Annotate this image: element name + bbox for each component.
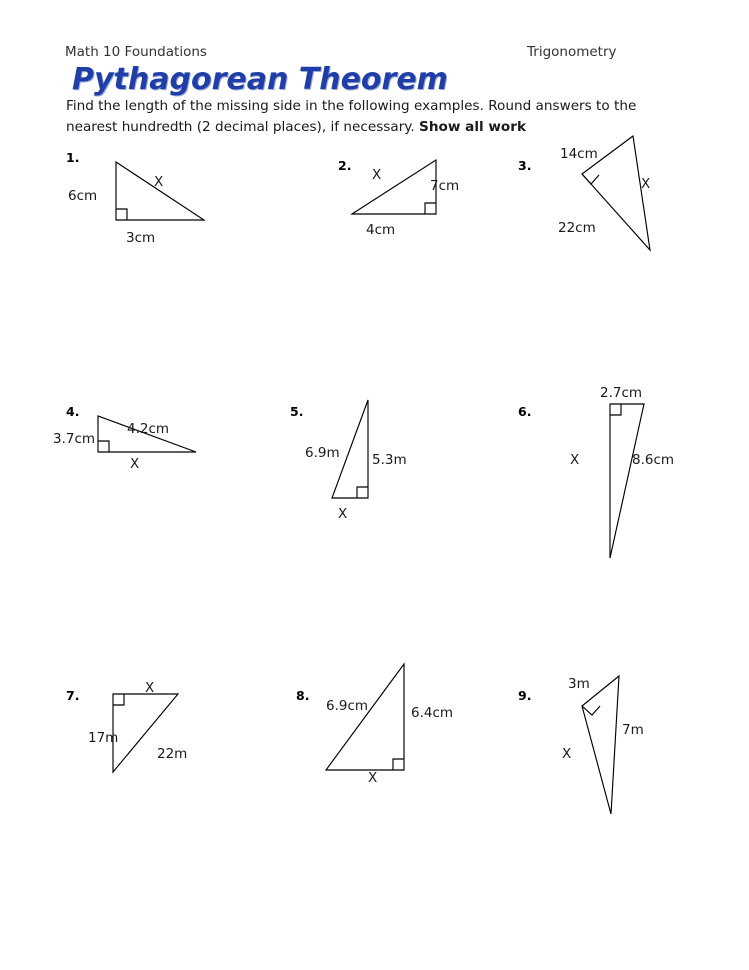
label-6-side-left: X: [570, 452, 580, 468]
problem-number-5: 5.: [290, 404, 304, 419]
label-7-hypotenuse: 22m: [157, 746, 188, 762]
label-9-side-left: X: [562, 746, 572, 762]
label-8-leg-vertical: 6.4cm: [411, 705, 454, 721]
label-6-hypotenuse: 8.6cm: [632, 452, 675, 468]
label-2-hypotenuse: X: [372, 167, 382, 183]
figure-4: [92, 408, 212, 468]
problem-number-7: 7.: [66, 688, 80, 703]
figure-1: [108, 156, 218, 236]
label-7-side-left: 17m: [88, 730, 119, 746]
unit-header: Trigonometry: [527, 44, 617, 60]
label-2-leg-base: 4cm: [366, 222, 396, 238]
page-title: Pythagorean Theorem: [72, 62, 448, 97]
problem-number-1: 1.: [66, 150, 80, 165]
problem-number-8: 8.: [296, 688, 310, 703]
problem-number-2: 2.: [338, 158, 352, 173]
label-4-hypotenuse: 4.2cm: [127, 421, 170, 437]
label-4-leg-base: X: [130, 456, 140, 472]
triangle-6: [578, 386, 678, 576]
label-5-hypotenuse: 6.9m: [305, 445, 340, 461]
label-6-side-top: 2.7cm: [600, 385, 643, 401]
label-5-leg-vertical: 5.3m: [372, 452, 407, 468]
problem-number-6: 6.: [518, 404, 532, 419]
label-4-leg-vertical: 3.7cm: [53, 431, 96, 447]
problem-number-9: 9.: [518, 688, 532, 703]
label-1-leg-base: 3cm: [126, 230, 156, 246]
label-3-side-left: 22cm: [558, 220, 596, 236]
label-9-side-right: 7m: [622, 722, 644, 738]
label-1-hypotenuse: X: [154, 174, 164, 190]
label-1-leg-vertical: 6cm: [68, 188, 98, 204]
problem-number-3: 3.: [518, 158, 532, 173]
label-8-leg-base: X: [368, 770, 378, 786]
label-8-hypotenuse: 6.9cm: [326, 698, 369, 714]
label-3-side-top: 14cm: [560, 146, 598, 162]
label-5-leg-base: X: [338, 506, 348, 522]
problem-number-4: 4.: [66, 404, 80, 419]
label-2-leg-vertical: 7cm: [430, 178, 460, 194]
triangle-9: [548, 662, 668, 822]
label-9-side-top: 3m: [568, 676, 590, 692]
label-3-side-right: X: [641, 176, 651, 192]
triangle-1: [108, 156, 218, 236]
course-header: Math 10 Foundations: [65, 44, 207, 60]
instructions-emphasis: Show all work: [419, 119, 527, 135]
instructions-line-1: Find the length of the missing side in the following examples. Round answers to the: [66, 98, 637, 114]
figure-6: [578, 386, 678, 576]
label-7-side-top: X: [145, 680, 155, 696]
triangle-4: [92, 408, 212, 468]
figure-9: [548, 662, 668, 822]
instructions-line-2a: nearest hundredth (2 decimal places), if necessary.: [66, 119, 420, 135]
